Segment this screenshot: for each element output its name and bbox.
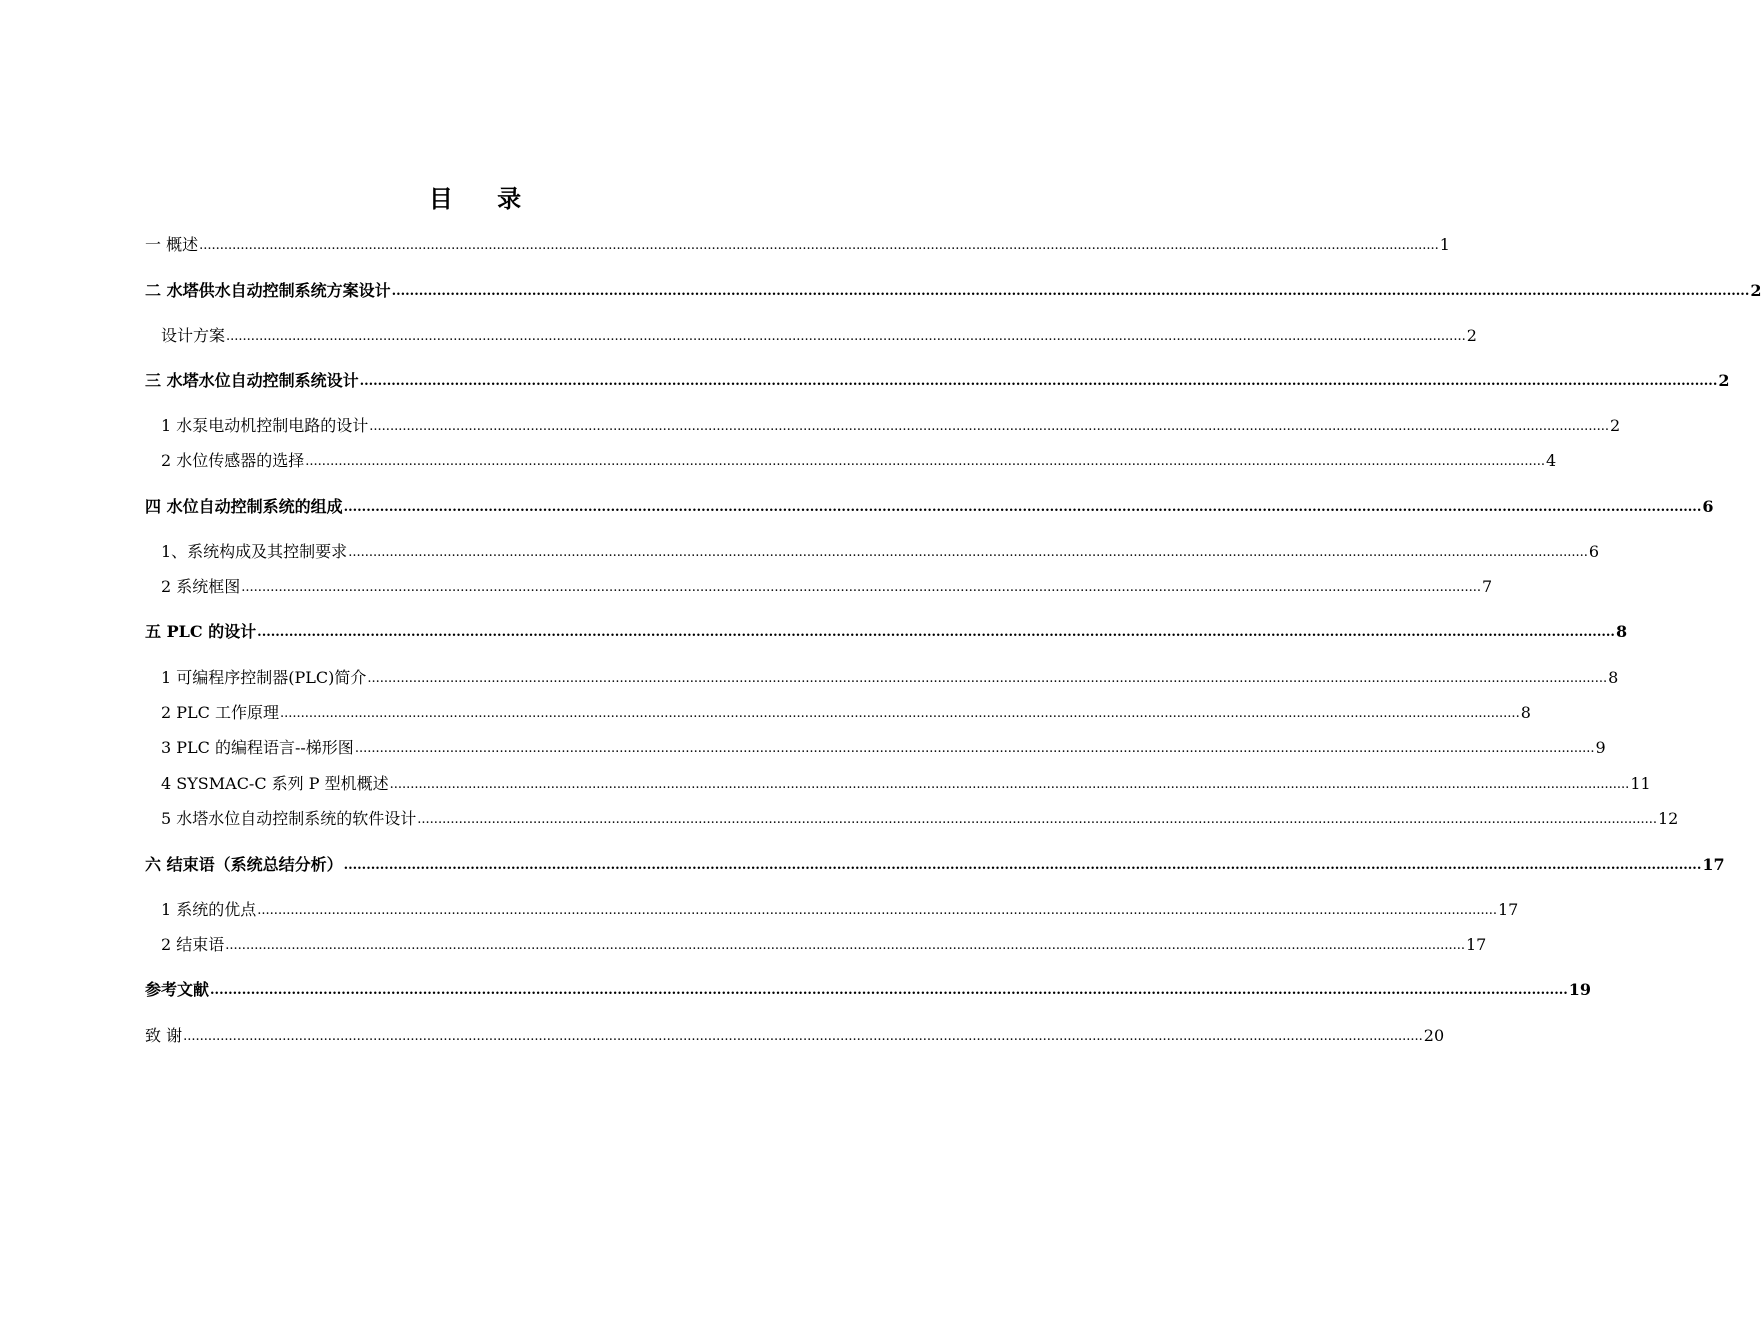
toc-entry-label: 2 系统框图: [161, 577, 241, 596]
toc-entry-label: 致 谢: [145, 1026, 183, 1045]
toc-entry-page: 1: [1439, 235, 1450, 254]
toc-entry-label: 1、系统构成及其控制要求: [161, 542, 348, 561]
toc-entry[interactable]: [161, 736, 1606, 760]
toc-entry[interactable]: [161, 324, 1477, 348]
toc-entry[interactable]: [145, 233, 1450, 257]
toc-entry[interactable]: [161, 575, 1493, 599]
toc-entry[interactable]: [161, 933, 1487, 957]
toc-entry-page: 12: [1657, 809, 1679, 828]
toc-entry-label: 3 PLC 的编程语言--梯形图: [161, 738, 354, 757]
toc-entry-label: 设计方案: [161, 326, 226, 345]
toc-leader-dots: ............................................................................................................................................................................................................................................................................................................: [354, 741, 1595, 756]
toc-entry-page: 11: [1630, 774, 1651, 793]
toc-leader-dots: ............................................................................................................................................................................................................................................................................................................: [369, 419, 1609, 434]
toc-leader-dots: ............................................................................................................................................................................................................................................................................................................: [348, 545, 1588, 560]
toc-entry-page: 19: [1568, 980, 1592, 999]
toc-entry[interactable]: [161, 898, 1519, 922]
toc-entry-label: 1 系统的优点: [161, 900, 257, 919]
toc-entry[interactable]: [145, 369, 1730, 393]
toc-entry-page: 20: [1423, 1026, 1445, 1045]
toc-entry-label: 1 可编程序控制器(PLC)简介: [161, 668, 367, 687]
toc-leader-dots: ............................................................................................................................................................................................................................................................................................................: [359, 374, 1718, 389]
toc-entry[interactable]: [145, 495, 1714, 519]
toc-entry-label: 三 水塔水位自动控制系统设计: [145, 371, 359, 390]
toc-entry-label: 2 PLC 工作原理: [161, 703, 279, 722]
toc-entry[interactable]: [145, 1024, 1445, 1048]
toc-leader-dots: ............................................................................................................................................................................................................................................................................................................: [417, 812, 1657, 827]
toc-entry[interactable]: [145, 620, 1628, 644]
toc-leader-dots: ............................................................................................................................................................................................................................................................................................................: [343, 858, 1702, 873]
toc-entry-page: 8: [1520, 703, 1531, 722]
toc-entry-label: 4 SYSMAC-C 系列 P 型机概述: [161, 774, 389, 793]
toc-entry-label: 1 水泵电动机控制电路的设计: [161, 416, 369, 435]
toc-entry[interactable]: [145, 279, 1761, 303]
toc-entry-label: 一 概述: [145, 235, 199, 254]
toc-entry-page: 7: [1481, 577, 1493, 596]
toc-entry[interactable]: [161, 666, 1619, 690]
toc-entry-page: 17: [1497, 900, 1519, 919]
toc-entry[interactable]: [161, 449, 1557, 473]
toc-entry-label: 六 结束语（系统总结分析）: [145, 855, 343, 874]
toc-leader-dots: ............................................................................................................................................................................................................................................................................................................: [257, 903, 1497, 918]
toc-entry[interactable]: [161, 414, 1621, 438]
toc-entry-label: 五 PLC 的设计: [145, 622, 257, 641]
toc-entry-page: 2: [1718, 371, 1730, 390]
toc-leader-dots: ............................................................................................................................................................................................................................................................................................................: [343, 500, 1702, 515]
toc-entry-label: 2 水位传感器的选择: [161, 451, 305, 470]
toc-entry-label: 二 水塔供水自动控制系统方案设计: [145, 281, 391, 300]
page-title: 目 录: [428, 184, 540, 213]
toc-entry[interactable]: [161, 772, 1651, 796]
toc-entry[interactable]: [161, 540, 1600, 564]
toc-entry-page: 9: [1595, 738, 1606, 757]
toc-entry-label: 2 结束语: [161, 935, 225, 954]
toc-leader-dots: ............................................................................................................................................................................................................................................................................................................: [389, 777, 1630, 792]
toc-leader-dots: ............................................................................................................................................................................................................................................................................................................: [305, 454, 1545, 469]
toc-leader-dots: ............................................................................................................................................................................................................................................................................................................: [257, 625, 1615, 640]
toc-entry[interactable]: [161, 807, 1679, 831]
toc-entry-label: 参考文献: [145, 980, 210, 999]
toc-leader-dots: ............................................................................................................................................................................................................................................................................................................: [391, 284, 1750, 299]
toc-entry-label: 5 水塔水位自动控制系统的软件设计: [161, 809, 417, 828]
toc-entry-page: 2: [1750, 281, 1761, 300]
toc-leader-dots: ............................................................................................................................................................................................................................................................................................................: [367, 671, 1608, 686]
toc-entry-label: 四 水位自动控制系统的组成: [145, 497, 343, 516]
toc-entry-page: 2: [1609, 416, 1621, 435]
toc-entry-page: 17: [1702, 855, 1725, 874]
toc-entry-page: 4: [1545, 451, 1557, 470]
toc-entry[interactable]: [145, 978, 1592, 1002]
toc-leader-dots: ............................................................................................................................................................................................................................................................................................................: [225, 938, 1465, 953]
toc-leader-dots: ............................................................................................................................................................................................................................................................................................................: [210, 983, 1568, 998]
toc-leader-dots: ............................................................................................................................................................................................................................................................................................................: [183, 1029, 1423, 1044]
toc-leader-dots: ............................................................................................................................................................................................................................................................................................................: [241, 580, 1481, 595]
toc-entry[interactable]: [161, 701, 1531, 725]
toc-entry-page: 2: [1466, 326, 1477, 345]
toc-leader-dots: ............................................................................................................................................................................................................................................................................................................: [199, 238, 1439, 253]
toc-entry-page: 6: [1588, 542, 1600, 561]
toc-entry[interactable]: [145, 853, 1725, 877]
toc-leader-dots: ............................................................................................................................................................................................................................................................................................................: [226, 329, 1466, 344]
toc-entry-page: 17: [1465, 935, 1487, 954]
toc-leader-dots: ............................................................................................................................................................................................................................................................................................................: [280, 706, 1520, 721]
toc-entry-page: 8: [1615, 622, 1628, 641]
toc-entry-page: 6: [1702, 497, 1714, 516]
toc-entry-page: 8: [1608, 668, 1619, 687]
